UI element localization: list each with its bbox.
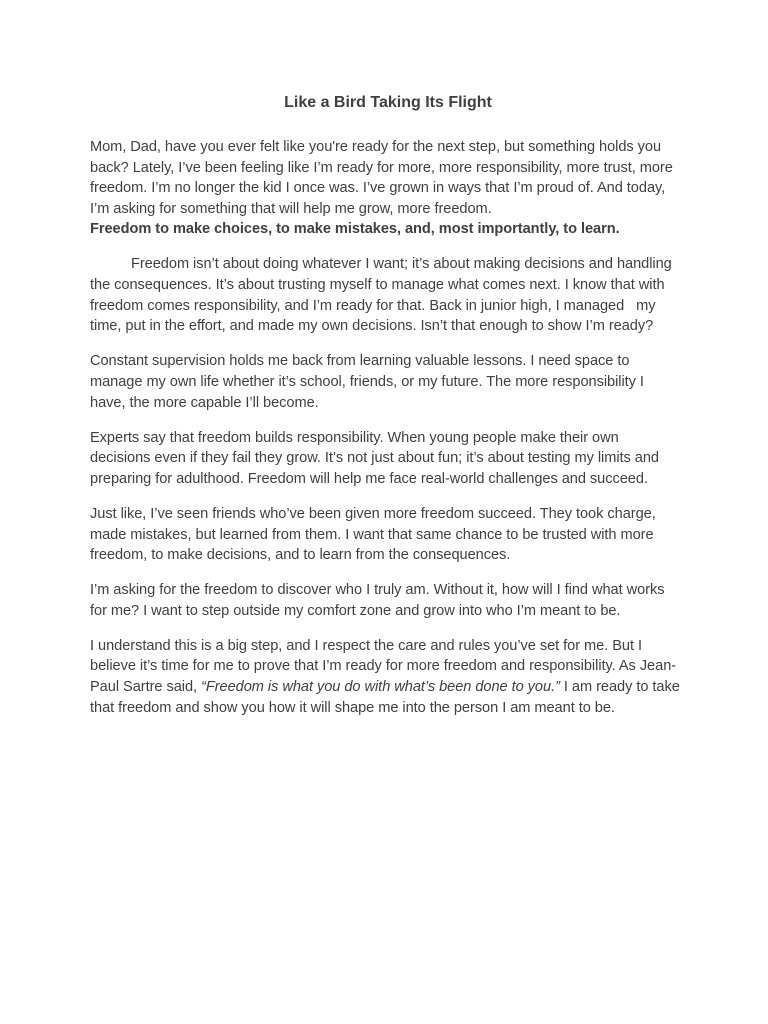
paragraph-7-text-before: I understand this is a big step, and I respect the care and rules you’ve set for me. But I believe it’s time for me to prove that I’m ready for more freedom and responsibility. As Jean-Paul Sartre said, <box>90 637 677 696</box>
paragraph-5: Just like, I’ve seen friends who’ve been given more freedom succeed. They took charge, made mistakes, but learned from them. I want that same chance to be trusted with more freedom, to make decisions, and to learn from the consequences. <box>90 505 656 564</box>
paragraph-1 <box>90 137 680 240</box>
sartre-quote: “Freedom is what you do with what’s been done to you.” <box>201 679 560 696</box>
paragraph-3: Constant supervision holds me back from learning valuable lessons. I need space to manage my own life whether it’s school, friends, or my future. The more responsibility I have, the more capable I’ll become. <box>90 353 644 411</box>
paragraph-7-text-after: I am ready to take that freedom and show you how it will shape me into the person I am meant to be. <box>90 679 680 716</box>
paragraph-7 <box>90 636 680 718</box>
document-page <box>90 92 680 733</box>
paragraph-1-text: Mom, Dad, have you ever felt like you're ready for the next step, but something holds you back? Lately, I’ve been feeling like I’m ready for more, more responsibility, more trust, more freedom. I’m no longer the kid I once was. I’ve grown in ways that I’m proud of. And today, I’m asking for something that will help me grow, more freedom. <box>90 139 673 217</box>
paragraph-4: Experts say that freedom builds responsibility. When young people make their own decisions even if they fail they grow. It’s not just about fun; it’s about testing my limits and preparing for adulthood. Freedom will help me face real-world challenges and succeed. <box>90 429 659 487</box>
paragraph-6: I’m asking for the freedom to discover who I truly am. Without it, how will I find what works for me? I want to step outside my comfort zone and grow into who I’m meant to be. <box>90 582 665 619</box>
document-title: Like a Bird Taking Its Flight <box>284 94 492 111</box>
paragraph-1-bold-line: Freedom to make choices, to make mistakes, and, most importantly, to learn. <box>90 221 620 238</box>
paragraph-2: Freedom isn’t about doing whatever I want; it’s about making decisions and handling the consequences. It’s about trusting myself to manage what comes next. I know that with freedom comes responsibility, and I’m ready for that. Back in junior high, I managed my time, put in the effort, and made my own decisions. Isn’t that enough to show I’m ready? <box>90 256 676 335</box>
